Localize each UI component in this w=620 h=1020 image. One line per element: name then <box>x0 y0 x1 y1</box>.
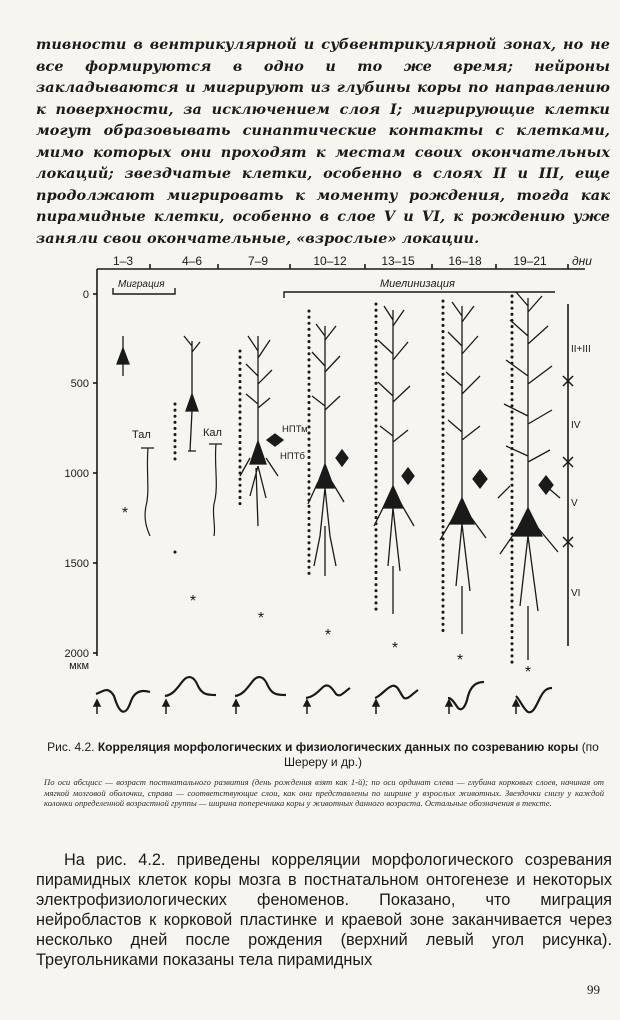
svg-text:*: * <box>324 627 332 644</box>
svg-text:*: * <box>456 652 464 669</box>
depth-unit: мкм <box>69 660 89 672</box>
age-label-4: 10–12 <box>313 254 347 268</box>
age-label-7: 19–21 <box>513 254 547 268</box>
figure-note: По оси абсцисс — возраст постнатального развития (день рождения взят как 1-й); по оси ординат слева — глубина корковых слоев, начиная от мягкой мозговой оболочки, справа — соответствующие слои, как они представлены по ширине у взрослых животных. Звездочки снизу у каждой колонки определенной возрастной группы — ширина поперечника коры у животных данного возраста. Остальные обозначения в тексте. <box>44 777 604 808</box>
page-number: 99 <box>587 982 600 997</box>
svg-text:*: * <box>524 664 532 681</box>
thalamic-fiber <box>141 448 154 536</box>
depth-label-0: 0 <box>82 289 89 301</box>
top-paragraph-block <box>36 34 610 249</box>
depth-label-500: 500 <box>70 378 89 390</box>
migration-label: Миграция <box>118 279 165 290</box>
age-label-5: 13–15 <box>381 254 415 268</box>
age-label-1: 1–3 <box>112 254 134 268</box>
layer-label-2-3: II+III <box>571 344 591 355</box>
myelination-bracket <box>284 292 555 298</box>
evoked-potentials <box>96 677 552 712</box>
depth-label-2000: 2000 <box>64 648 89 660</box>
npt-m-label: НПТм <box>282 424 308 435</box>
caption-number: Рис. 4.2. <box>47 740 95 754</box>
age-label-2: 4–6 <box>181 254 203 268</box>
stimulus-arrows <box>94 700 519 714</box>
svg-text:*: * <box>257 610 265 627</box>
layer-label-6: VI <box>571 588 581 599</box>
depth-label-1500: 1500 <box>64 558 89 570</box>
svg-text:*: * <box>189 593 197 610</box>
layer-label-5: V <box>571 498 578 509</box>
svg-text:*: * <box>121 505 129 522</box>
age-label-6: 16–18 <box>448 254 482 268</box>
age-unit: дни <box>572 254 592 268</box>
myelination-label: Миелинизация <box>380 278 455 290</box>
layer-label-4: IV <box>571 420 581 431</box>
caption-source: (по Шереру и др.) <box>284 740 599 769</box>
thalamic-fiber-label: Тал <box>132 429 151 441</box>
age-label-3: 7–9 <box>247 254 269 268</box>
body-paragraph-block <box>36 850 612 970</box>
figure-4-2 <box>0 236 620 736</box>
callosal-fiber-label: Кал <box>203 427 222 439</box>
npt-b-label: НПТб <box>280 451 305 462</box>
top-paragraph: тивности в вентрикулярной и субвентрикулярной зонах, но не все формируются в одно и то же время; нейроны закладываются и мигрируют из глубины коры по направлению к поверхности, за исключением слоя I; мигрирующие клетки могут образовывать синаптические контакты с клетками, мимо которых они проходят к местам своих окончательных локаций; звездчатые клетки, особенно в слоях II и III, еще продолжают мигрировать к моменту рождения, тогда как пирамидные клетки, особенно в слое V и VI, к рождению уже заняли свои окончательные, «взрослые» локации. <box>36 36 610 247</box>
callosal-fiber <box>209 444 222 536</box>
caption-title: Корреляция морфологических и физиологических данных по созреванию коры <box>97 740 579 754</box>
depth-label-1000: 1000 <box>64 468 89 480</box>
svg-text:*: * <box>391 640 399 657</box>
body-paragraph: На рис. 4.2. приведены корреляции морфологического созревания пирамидных клеток коры мозга в постнатальном онтогенезе и некоторых электрофизиологических феноменов. Показано, что миграция нейробластов к корковой пластинке и краевой зоне заканчивается через несколько дней после рождения (верхний левый угол рисунка). Треугольниками показаны тела пирамидных <box>36 851 612 969</box>
figure-caption <box>36 740 610 770</box>
cortex-width-asterisks <box>122 505 531 681</box>
neuron-drawings <box>117 292 560 660</box>
